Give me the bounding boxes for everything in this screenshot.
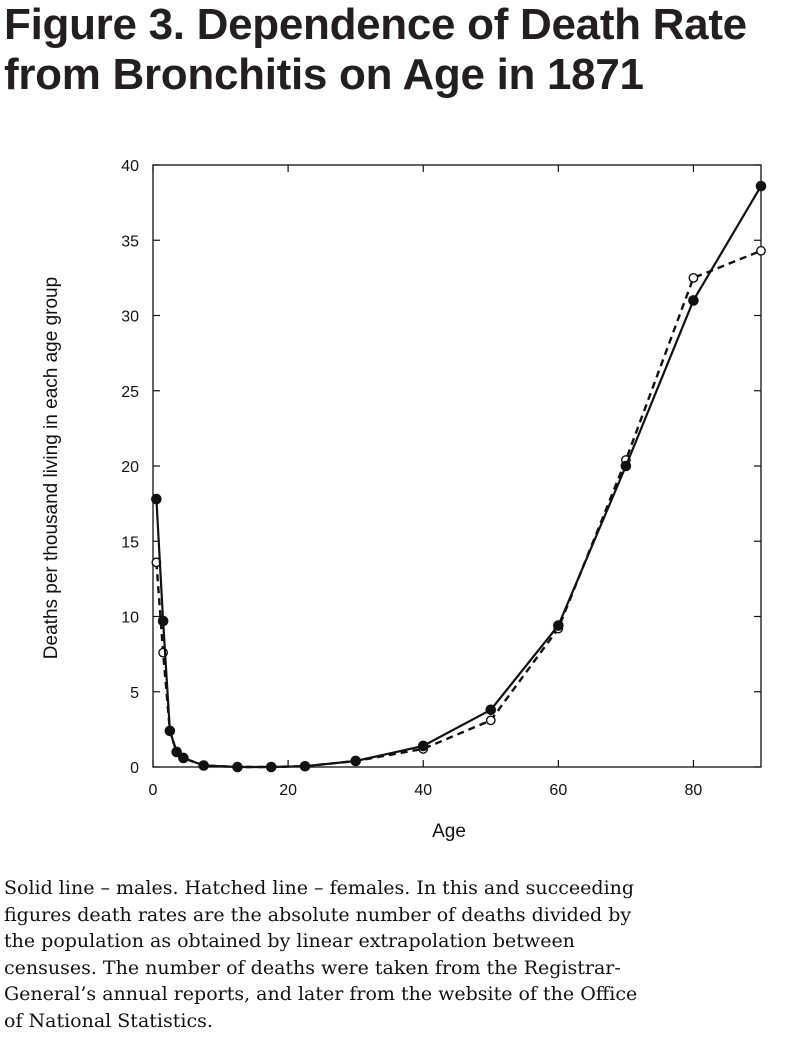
data-point-males xyxy=(152,495,161,504)
figure-title xyxy=(4,0,796,100)
caption-line: the population as obtained by linear extrapolation between xyxy=(4,930,575,952)
data-point-females xyxy=(689,274,697,282)
series-females xyxy=(152,247,765,772)
data-point-males xyxy=(486,705,495,714)
x-tick-label: 0 xyxy=(148,782,158,799)
y-tick-label: 25 xyxy=(121,383,139,401)
data-point-males xyxy=(554,621,563,630)
x-tick-label: 20 xyxy=(279,782,298,799)
series-line-females xyxy=(156,251,761,767)
plot-frame xyxy=(153,165,761,767)
data-point-males xyxy=(159,616,168,625)
data-point-males xyxy=(233,762,242,771)
data-point-males xyxy=(621,461,630,470)
y-tick-label: 40 xyxy=(121,158,139,175)
y-axis-label: Deaths per thousand living in each age group xyxy=(41,276,62,660)
y-tick-label: 0 xyxy=(130,760,139,777)
data-point-males xyxy=(165,726,174,735)
data-point-males xyxy=(179,753,188,762)
figure-title-line-2: from Bronchitis on Age in 1871 xyxy=(4,50,644,99)
series-males xyxy=(152,181,766,771)
line-chart xyxy=(0,130,800,850)
caption-line: Solid line – males. Hatched line – females. In this and succeeding xyxy=(4,877,635,899)
data-point-males xyxy=(300,762,309,771)
y-tick-label: 20 xyxy=(121,459,139,476)
data-point-males xyxy=(199,761,208,770)
plot-area xyxy=(41,158,766,842)
y-tick-label: 35 xyxy=(121,233,139,251)
y-tick-label: 10 xyxy=(121,609,139,627)
figure-caption xyxy=(4,875,796,1034)
data-point-females xyxy=(487,716,495,724)
data-point-males xyxy=(756,181,765,190)
figure-title-line-1: Figure 3. Dependence of Death Rate xyxy=(4,0,747,49)
y-tick-label: 15 xyxy=(121,534,139,552)
x-axis-label: Age xyxy=(432,821,466,842)
caption-line: of National Statistics. xyxy=(4,1009,213,1032)
data-point-females xyxy=(757,247,765,255)
x-tick-label: 60 xyxy=(549,782,568,799)
series-line-males xyxy=(156,186,761,767)
y-tick-label: 5 xyxy=(130,684,139,702)
data-point-males xyxy=(351,756,360,765)
caption-line: General’s annual reports, and later from the website of the Office xyxy=(4,983,638,1005)
data-point-males xyxy=(419,741,428,750)
x-tick-label: 80 xyxy=(684,782,703,799)
data-point-males xyxy=(689,296,698,305)
caption-line: figures death rates are the absolute number of deaths divided by xyxy=(4,903,632,926)
caption-line: censuses. The number of deaths were taken from the Registrar- xyxy=(4,956,621,979)
y-tick-label: 30 xyxy=(121,308,139,326)
data-point-males xyxy=(267,762,276,771)
x-tick-label: 40 xyxy=(414,782,433,799)
